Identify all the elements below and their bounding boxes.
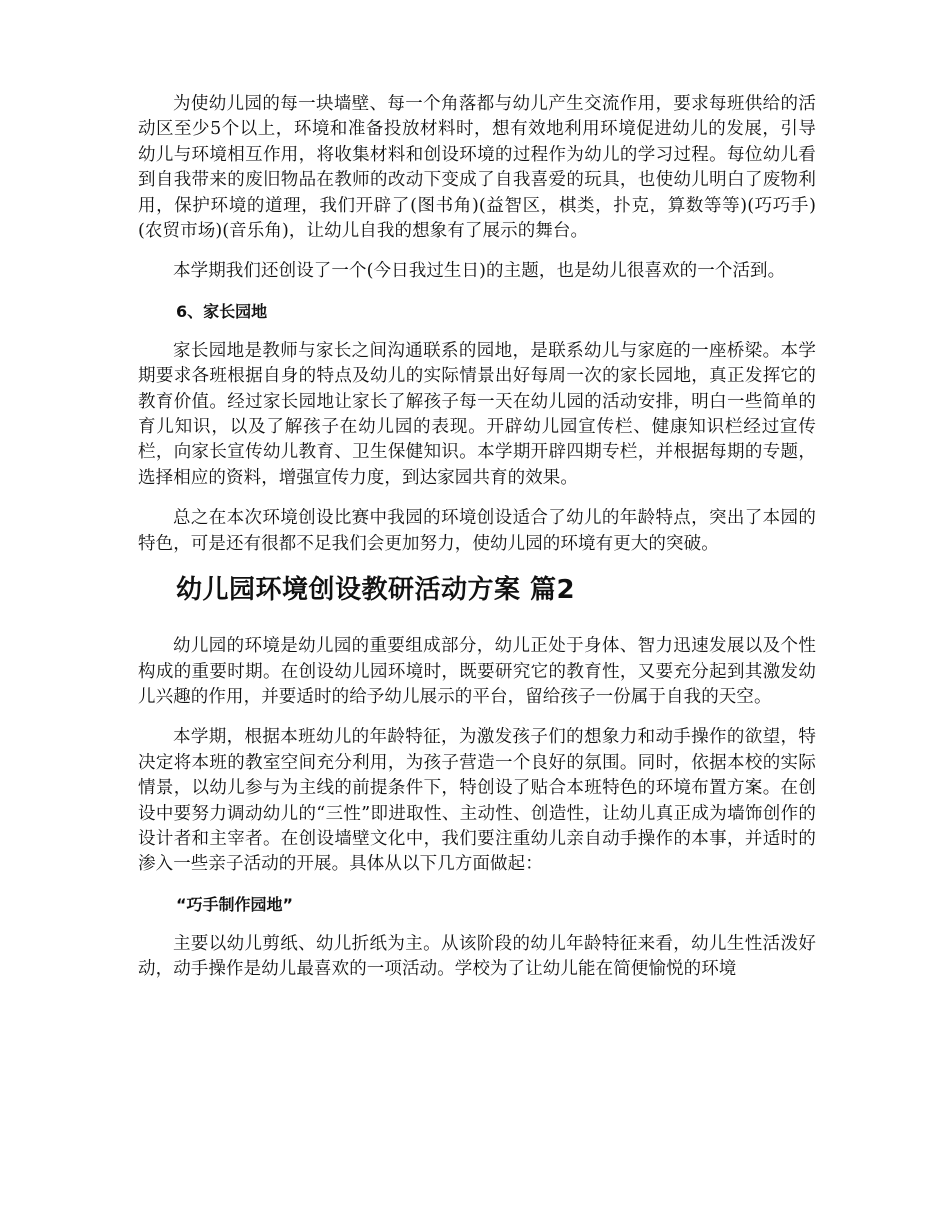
paragraph-parent-garden: 家长园地是教师与家长之间沟通联系的园地，是联系幼儿与家庭的一座桥梁。本学期要求各班根据自身的特点及幼儿的实际情景出好每周一次的家长园地，真正发挥它的教育价值。经过家长园地让家长了解孩子每一天在幼儿园的活动安排，明白一些简单的育儿知识，以及了解孩子在幼儿园的表现。开辟幼儿园宣传栏、健康知识栏经过宣传栏，向家长宣传幼儿教育、卫生保健知识。本学期开辟四期专栏，并根据每期的专题，选择相应的资料，增强宣传力度，到达家园共育的效果。 [138,340,816,488]
paragraph-activity-areas: 为使幼儿园的每一块墙壁、每一个角落都与幼儿产生交流作用，要求每班供给的活动区至少5个以上，环境和准备投放材料时，想有效地利用环境促进幼儿的发展，引导幼儿与环境相互作用，将收集材料和创设环境的过程作为幼儿的学习过程。每位幼儿看到自我带来的废旧物品在教师的改动下变成了自我喜爱的玩具，也使幼儿明白了废物利用，保护环境的道理，我们开辟了(图书角)(益智区，棋类，扑克，算数等等)(巧巧手)(农贸市场)(音乐角)，让幼儿自我的想象有了展示的舞台。 [138,94,816,242]
paragraph-paper-craft: 主要以幼儿剪纸、幼儿折纸为主。从该阶段的幼儿年龄特征来看，幼儿生性活泼好动，动手操作是幼儿最喜欢的一项活动。学校为了让幼儿能在简便愉悦的环境 [138,933,816,980]
section-title: 幼儿园环境创设教研活动方案 篇2 [176,575,576,606]
paragraph-summary: 总之在本次环境创设比赛中我园的环境创设适合了幼儿的年龄特点，突出了本园的特色，可是还有很都不足我们会更加努力，使幼儿园的环境有更大的突破。 [138,508,816,554]
paragraph-semester-plan: 本学期，根据本班幼儿的年龄特征，为激发孩子们的想象力和动手操作的欲望，特决定将本班的教室空间充分利用，为孩子营造一个良好的氛围。同时，依据本校的实际情景，以幼儿参与为主线的前提条件下，特创设了贴合本班特色的环境布置方案。在创设中要努力调动幼儿的“三性”即进取性、主动性、创造性，让幼儿真正成为墙饰创作的设计者和主宰者。在创设墙壁文化中，我们要注重幼儿亲自动手操作的本事，并适时的渗入一些亲子活动的开展。具体从以下几方面做起： [138,727,816,875]
document-page [138,92,816,998]
heading-craft-garden: “巧手制作园地” [176,894,294,914]
heading-parent-garden: 6、家长园地 [176,301,268,321]
paragraph-environment-intro: 幼儿园的环境是幼儿园的重要组成部分，幼儿正处于身体、智力迅速发展以及个性构成的重要时期。在创设幼儿园环境时，既要研究它的教育性，又要充分起到其激发幼儿兴趣的作用，并要适时的给予幼儿展示的平台，留给孩子一份属于自我的天空。 [138,636,816,707]
paragraph-birthday-theme: 本学期我们还创设了一个(今日我过生日)的主题，也是幼儿很喜欢的一个活到。 [173,261,786,282]
